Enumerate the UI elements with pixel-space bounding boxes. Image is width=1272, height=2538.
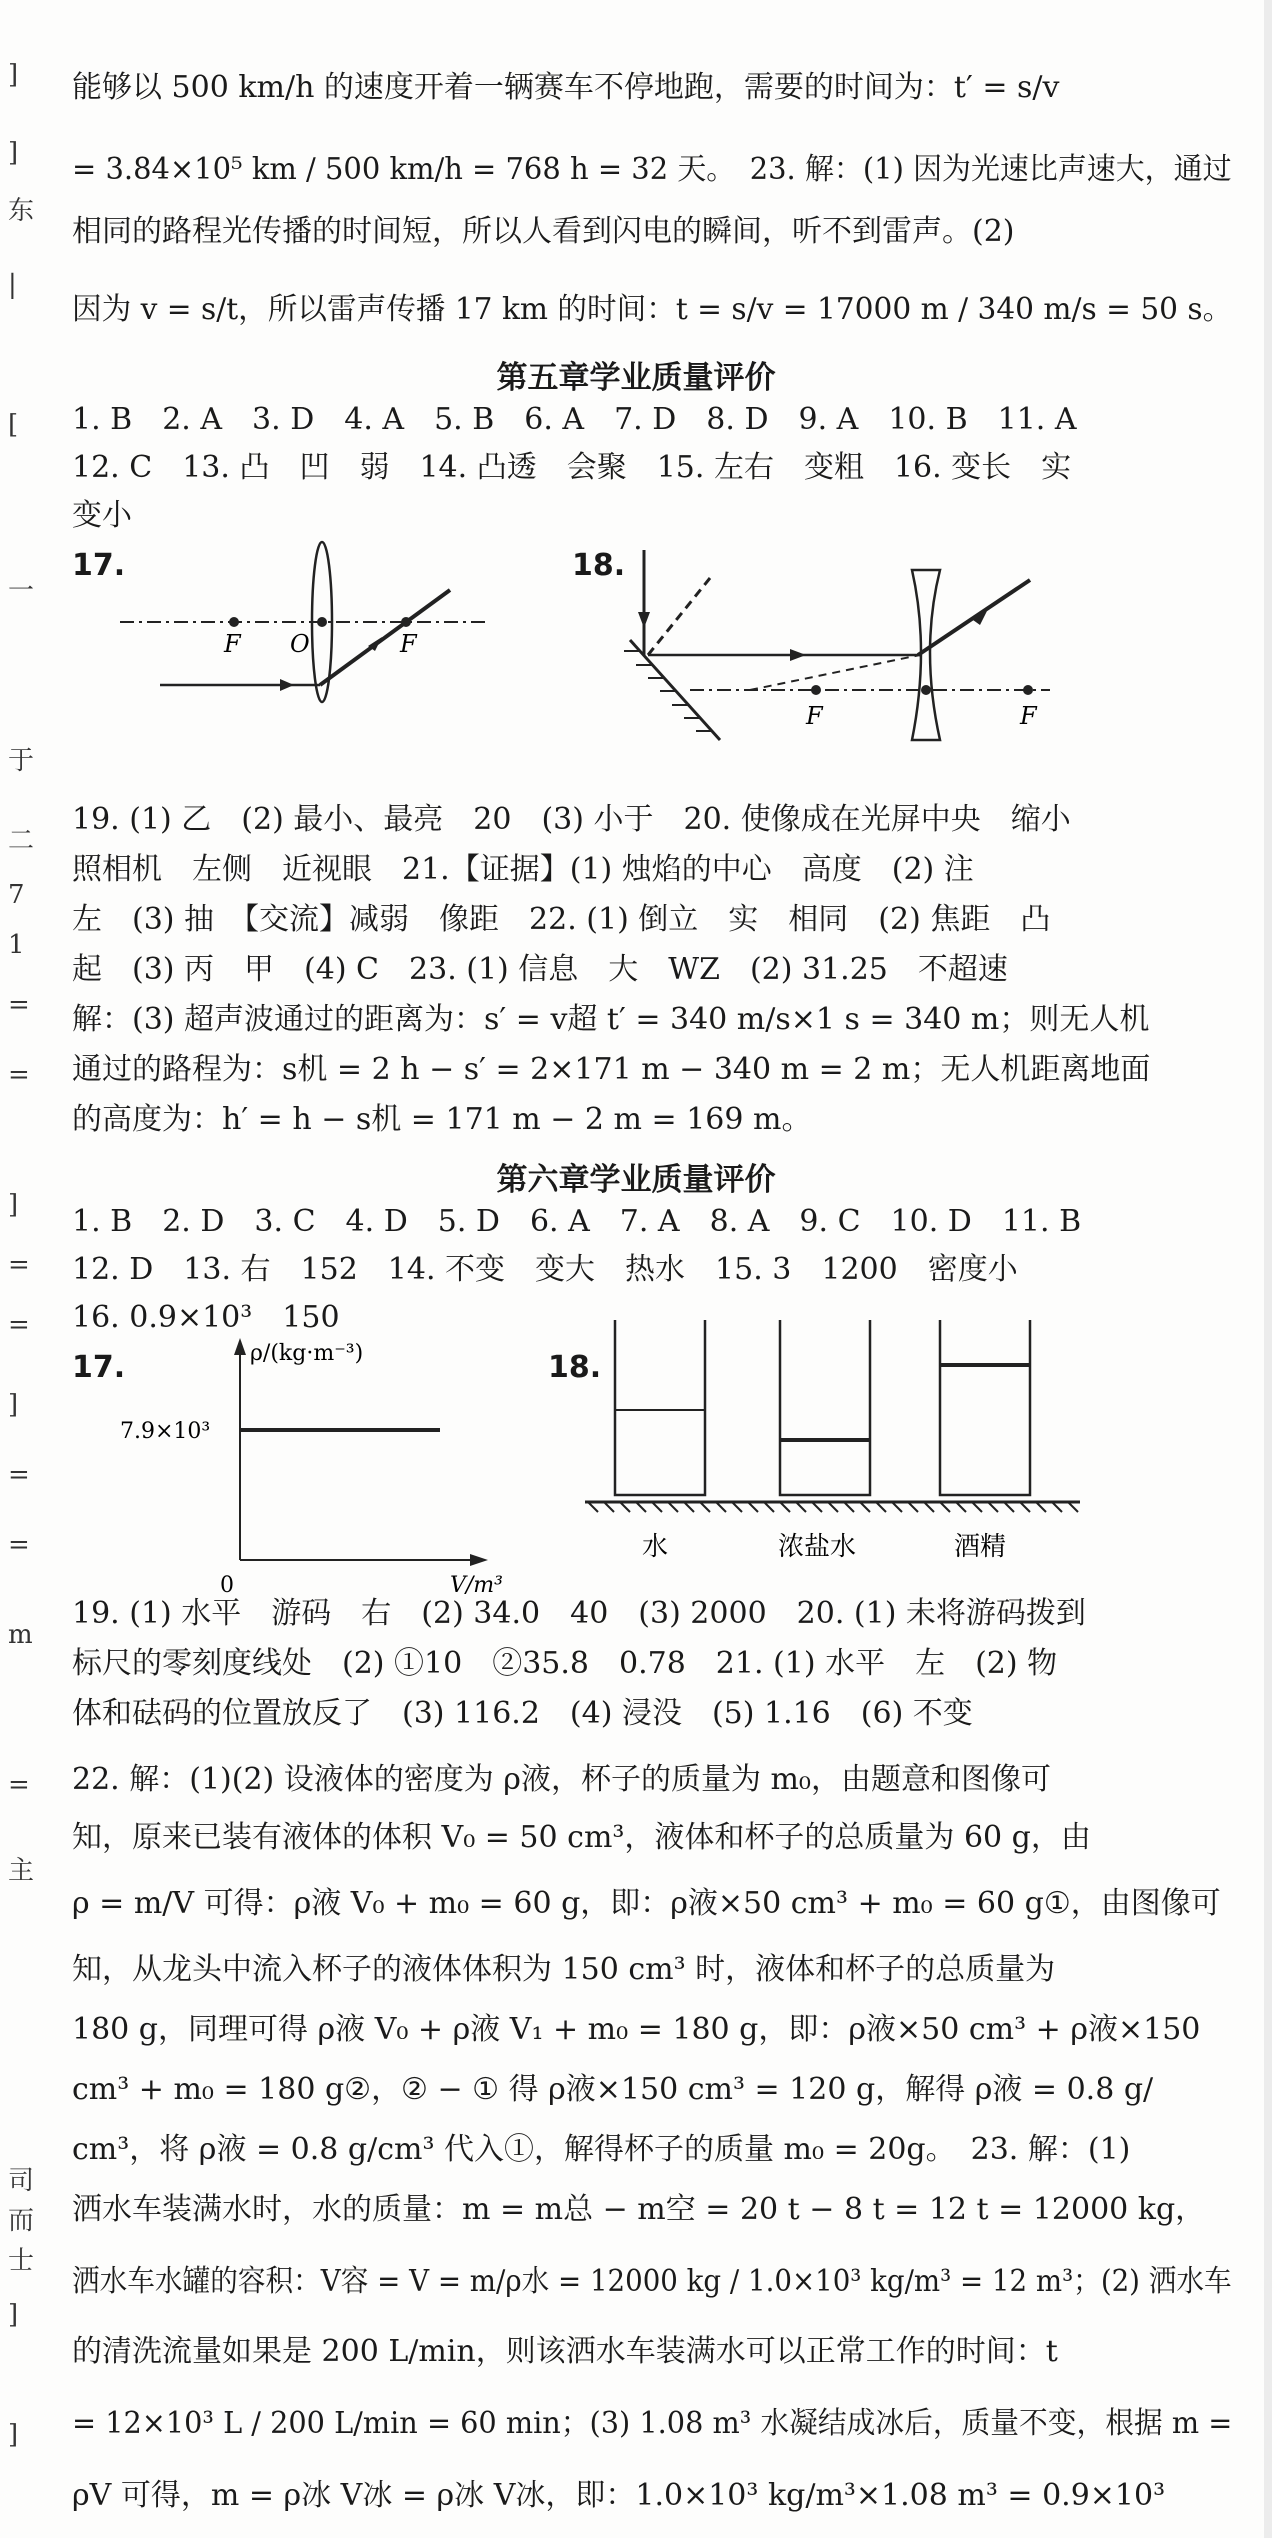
y-tick-label: 7.9×10³ <box>120 1419 211 1444</box>
figure-17-convex-lens <box>110 540 510 720</box>
container-label: 酒精 <box>954 1532 1007 1562</box>
focal-point <box>401 617 411 627</box>
x-axis-label: V/m³ <box>450 1573 503 1598</box>
edge-char: ] <box>8 2300 19 2330</box>
normal-dashed <box>648 578 710 655</box>
answer-line: 19. (1) 水平 游码 右 (2) 34.0 40 (3) 2000 20. (1) 未将游码拨到 <box>72 1596 1086 1631</box>
solution-line: cm³，将 ρ液 = 0.8 g/cm³ 代入①，解得杯子的质量 m₀ = 20g。 23. 解：(1) <box>72 2132 1131 2167</box>
text-line: = 3.84×10⁵ km / 500 km/h = 768 h = 32 天。 23. 解：(1) 因为光速比声速大，通过 <box>72 152 1232 187</box>
edge-char: 二 <box>8 826 35 856</box>
edge-char: ] <box>8 1390 19 1420</box>
container-label: 水 <box>642 1532 669 1562</box>
container-alcohol <box>940 1320 1030 1495</box>
solution-line: ρ = m/V 可得：ρ液 V₀ + m₀ = 60 g，即：ρ液×50 cm³ + m₀ = 60 g①，由图像可 <box>72 1886 1221 1921</box>
container-water <box>615 1320 705 1495</box>
edge-char: = <box>8 1530 30 1560</box>
solution-line: 22. 解：(1)(2) 设液体的密度为 ρ液，杯子的质量为 m₀，由题意和图像可 <box>72 1762 1051 1797</box>
answer-line: 左 (3) 抽 【交流】减弱 像距 22. (1) 倒立 实 相同 (2) 焦距 凸 <box>72 902 1051 937</box>
figure-18-liquid-containers <box>580 1310 1100 1580</box>
edge-char: ] <box>8 1190 19 1220</box>
answer-line: 12. D 13. 右 152 14. 不变 变大 热水 15. 3 1200 密度小 <box>72 1252 1018 1287</box>
section-title-chapter5: 第五章学业质量评价 <box>496 360 776 396</box>
focal-label: F <box>224 630 241 658</box>
edge-char: m <box>8 1620 33 1650</box>
edge-char: 东 <box>8 196 35 226</box>
edge-char: 7 <box>8 880 25 910</box>
container-brine <box>780 1320 870 1495</box>
edge-char: ] <box>8 2420 19 2450</box>
figure-17-number: 17. <box>72 548 126 583</box>
answer-line: 16. 0.9×10³ 150 <box>72 1300 340 1335</box>
answer-line: 体和砝码的位置放反了 (3) 116.2 (4) 浸没 (5) 1.16 (6) 不变 <box>72 1696 973 1731</box>
figure-18-number: 18. <box>548 1350 602 1385</box>
answer-line: 12. C 13. 凸 凹 弱 14. 凸透 会聚 15. 左右 变粗 16. 变长 实 <box>72 450 1072 485</box>
text-line: 因为 v = s/t，所以雷声传播 17 km 的时间：t = s/v = 17000 m / 340 m/s = 50 s。 <box>72 292 1233 327</box>
answer-line: 19. (1) 乙 (2) 最小、最亮 20 (3) 小于 20. 使像成在光屏中央 缩小 <box>72 802 1071 837</box>
focal-point <box>1023 685 1033 695</box>
edge-char: ] <box>8 60 19 90</box>
container-label: 浓盐水 <box>778 1532 857 1562</box>
ray-arrow <box>638 612 650 628</box>
edge-char: ] <box>8 138 19 168</box>
answer-line: 照相机 左侧 近视眼 21.【证据】(1) 烛焰的中心 高度 (2) 注 <box>72 852 974 887</box>
answer-line: 起 (3) 丙 甲 (4) C 23. (1) 信息 大 WZ (2) 31.25 不超速 <box>72 952 1008 987</box>
solution-line: 洒水车装满水时，水的质量：m = m总 − m空 = 20 t − 8 t = 12 t = 12000 kg， <box>72 2192 1206 2227</box>
origin-label: 0 <box>220 1573 234 1598</box>
text-line: 相同的路程光传播的时间短，所以人看到闪电的瞬间，听不到雷声。(2) <box>72 214 1015 249</box>
edge-char: [ <box>8 410 19 440</box>
center-label: O <box>290 630 310 658</box>
edge-char: = <box>8 990 30 1020</box>
answer-line: 1. B 2. D 3. C 4. D 5. D 6. A 7. A 8. A 9. C 10. D 11. B <box>72 1204 1082 1239</box>
edge-char: 1 <box>8 930 25 960</box>
extension-line <box>750 655 920 690</box>
y-axis-arrow <box>234 1338 246 1355</box>
edge-char: 一 <box>8 576 35 606</box>
edge-char: = <box>8 1060 30 1090</box>
answer-line: 的高度为：h′ = h − s机 = 171 m − 2 m = 169 m。 <box>72 1102 812 1137</box>
figure-18-mirror-concave-lens <box>600 540 1060 780</box>
focal-label: F <box>806 702 823 730</box>
solution-line: = 12×10³ L / 200 L/min = 60 min；(3) 1.08 m³ 水凝结成冰后，质量不变，根据 m = <box>72 2406 1233 2441</box>
solution-line: 的清洗流量如果是 200 L/min，则该洒水车装满水可以正常工作的时间：t <box>72 2334 1058 2369</box>
answer-line: 标尺的零刻度线处 (2) ①10 ②35.8 0.78 21. (1) 水平 左 (2) 物 <box>72 1646 1058 1681</box>
figure-17-density-graph <box>100 1330 530 1600</box>
text-line: 能够以 500 km/h 的速度开着一辆赛车不停地跑，需要的时间为：t′ = s/v <box>72 70 1060 105</box>
focal-point <box>229 617 239 627</box>
refracted-ray <box>320 590 450 685</box>
edge-char: 司 <box>8 2166 35 2196</box>
figure-18-number: 18. <box>572 548 626 583</box>
section-title-chapter6: 第六章学业质量评价 <box>496 1162 776 1198</box>
edge-char: = <box>8 1770 30 1800</box>
edge-char: 于 <box>8 746 35 776</box>
edge-char: | <box>8 270 17 300</box>
edge-char: 而 <box>8 2206 35 2236</box>
edge-char: = <box>8 1460 30 1490</box>
answer-line: 通过的路程为：s机 = 2 h − s′ = 2×171 m − 340 m = 2 m；无人机距离地面 <box>72 1052 1151 1087</box>
solution-line: 洒水车水罐的容积：V容 = V = m/ρ水 = 12000 kg / 1.0×10³ kg/m³ = 12 m³；(2) 洒水车 <box>72 2264 1232 2299</box>
focal-point <box>811 685 821 695</box>
edge-char: 士 <box>8 2246 35 2276</box>
optical-center <box>317 617 327 627</box>
focal-label: F <box>400 630 417 658</box>
solution-line: 知，原来已装有液体的体积 V₀ = 50 cm³，液体和杯子的总质量为 60 g，由 <box>72 1820 1091 1855</box>
answer-line: 解：(3) 超声波通过的距离为：s′ = v超 t′ = 340 m/s×1 s = 340 m；则无人机 <box>72 1002 1150 1037</box>
answer-line: 变小 <box>72 498 132 533</box>
solution-line: 知，从龙头中流入杯子的液体体积为 150 cm³ 时，液体和杯子的总质量为 <box>72 1952 1056 1987</box>
focal-label: F <box>1020 702 1037 730</box>
edge-char: = <box>8 1250 30 1280</box>
optical-center <box>921 685 931 695</box>
y-axis-label: ρ/(kg·m⁻³) <box>250 1341 364 1366</box>
edge-char: = <box>8 1310 30 1340</box>
answer-line: 1. B 2. A 3. D 4. A 5. B 6. A 7. D 8. D 9. A 10. B 11. A <box>72 402 1077 437</box>
x-axis-arrow <box>470 1554 488 1566</box>
solution-line: 180 g，同理可得 ρ液 V₀ + ρ液 V₁ + m₀ = 180 g，即：ρ液×50 cm³ + ρ液×150 <box>72 2012 1201 2047</box>
edge-char: 主 <box>8 1856 35 1886</box>
ray-arrow <box>280 679 294 691</box>
figure-17-number: 17. <box>72 1350 126 1385</box>
solution-line: ρV 可得，m = ρ冰 V冰 = ρ冰 V冰，即：1.0×10³ kg/m³×1.08 m³ = 0.9×10³ <box>72 2478 1166 2513</box>
ray-arrow <box>790 649 806 661</box>
solution-line: cm³ + m₀ = 180 g②，② − ① 得 ρ液×150 cm³ = 120 g，解得 ρ液 = 0.8 g/ <box>72 2072 1154 2107</box>
